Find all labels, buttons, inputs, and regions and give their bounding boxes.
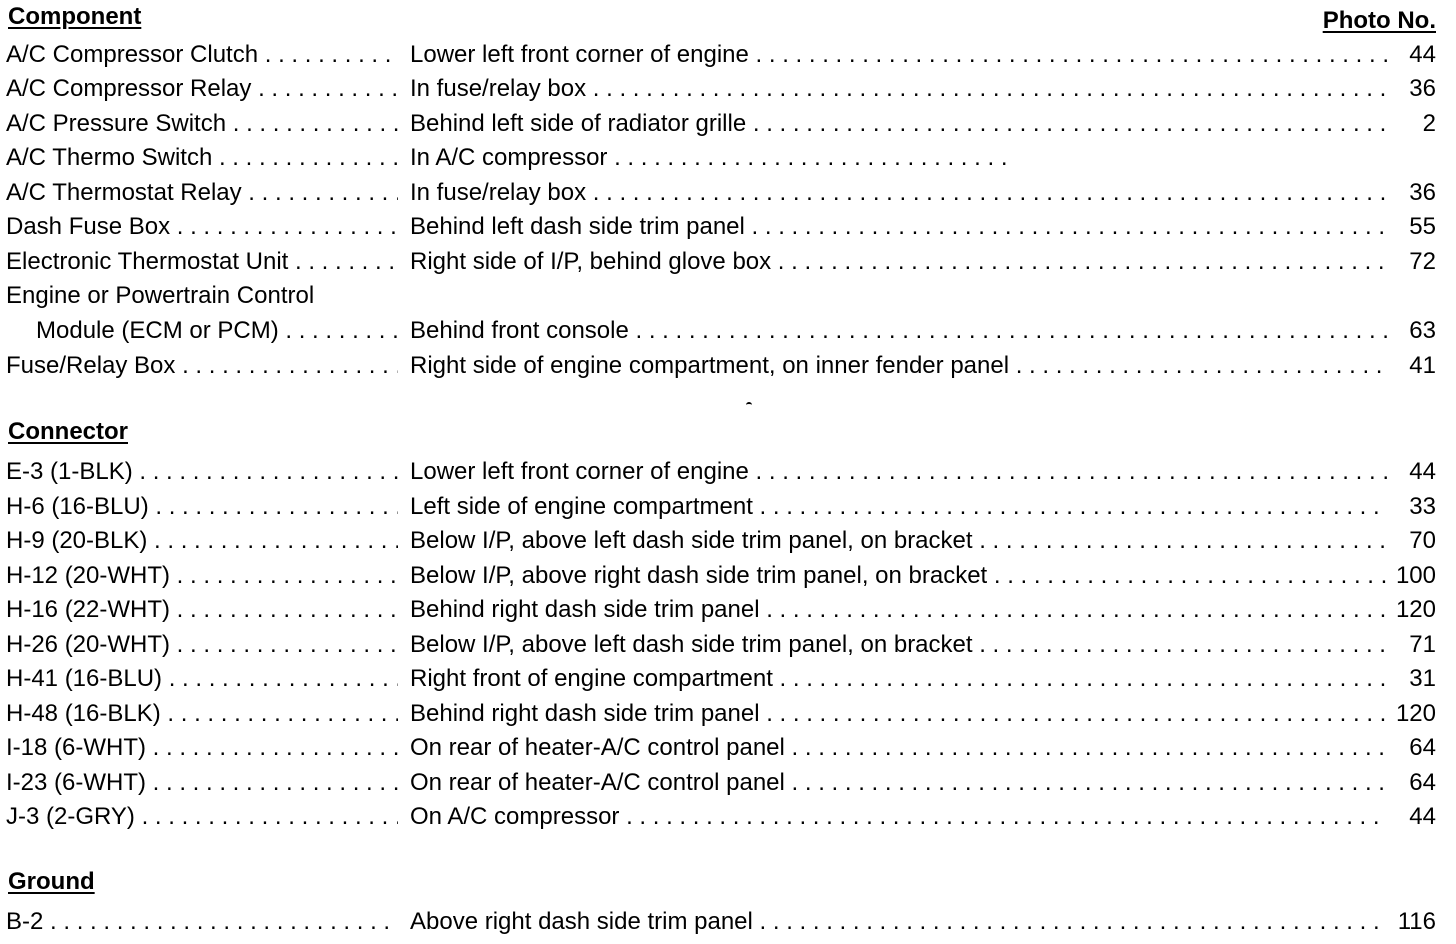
component-row xyxy=(6,210,1436,244)
connector-name: I-18 (6-WHT) . . . xyxy=(6,731,398,765)
connector-name: I-23 (6-WHT) . . . xyxy=(6,766,398,800)
component-location: Lower left front corner of engine . . . xyxy=(410,38,1400,72)
photo-number: 55 xyxy=(1388,210,1436,244)
photo-number: 36 xyxy=(1388,72,1436,106)
connector-heading: Connector xyxy=(8,418,128,445)
stray-print-mark xyxy=(746,402,752,407)
photo-number: 44 xyxy=(1388,455,1436,489)
connector-row xyxy=(6,628,1436,662)
ground-name: B-2 . . . xyxy=(6,905,398,939)
component-row xyxy=(6,72,1436,106)
component-name: Dash Fuse Box . . . xyxy=(6,210,398,244)
photo-number: 31 xyxy=(1388,662,1436,696)
connector-name: H-6 (16-BLU) . . . xyxy=(6,490,398,524)
photo-number: 63 xyxy=(1388,314,1436,348)
connector-location: Left side of engine compartment . . . xyxy=(410,490,1400,524)
photo-number: 44 xyxy=(1388,38,1436,72)
connector-row xyxy=(6,731,1436,765)
photo-number: 41 xyxy=(1388,349,1436,383)
connector-row xyxy=(6,524,1436,558)
connector-row xyxy=(6,490,1436,524)
photo-number: 64 xyxy=(1388,731,1436,765)
photo-number-heading: Photo No. xyxy=(1322,7,1436,34)
component-location: Right side of engine compartment, on inner fender panel . . . xyxy=(410,349,1400,383)
photo-number xyxy=(1388,141,1436,175)
connector-name: H-48 (16-BLK) . . . xyxy=(6,697,398,731)
connector-location: Below I/P, above left dash side trim panel, on bracket . . . xyxy=(410,524,1400,558)
photo-number: 64 xyxy=(1388,766,1436,800)
component-location: Right side of I/P, behind glove box . . . xyxy=(410,245,1400,279)
component-location: In A/C compressor . . . xyxy=(410,141,1010,175)
ground-heading: Ground xyxy=(8,868,95,895)
connector-name: E-3 (1-BLK) . . . xyxy=(6,455,398,489)
component-location: Behind left dash side trim panel . . . xyxy=(410,210,1400,244)
photo-number: 116 xyxy=(1388,905,1436,939)
connector-name: H-12 (20-WHT) . . . xyxy=(6,559,398,593)
component-location: In fuse/relay box . . . xyxy=(410,72,1400,106)
connector-location: Behind right dash side trim panel . . . xyxy=(410,697,1400,731)
connector-location: On rear of heater-A/C control panel . . . xyxy=(410,731,1400,765)
connector-name: H-26 (20-WHT) . . . xyxy=(6,628,398,662)
component-name: A/C Compressor Relay . . . xyxy=(6,72,398,106)
component-name: Electronic Thermostat Unit . . . xyxy=(6,245,398,279)
component-row xyxy=(6,279,1436,313)
component-location xyxy=(410,279,1400,313)
connector-row xyxy=(6,662,1436,696)
connector-name: H-9 (20-BLK) . . . xyxy=(6,524,398,558)
photo-number: 36 xyxy=(1388,176,1436,210)
connector-name: H-41 (16-BLU) . . . xyxy=(6,662,398,696)
photo-number: 2 xyxy=(1388,107,1436,141)
component-name: A/C Thermo Switch . . . xyxy=(6,141,398,175)
connector-row xyxy=(6,697,1436,731)
photo-number xyxy=(1388,279,1436,313)
photo-number: 72 xyxy=(1388,245,1436,279)
component-name: Module (ECM or PCM) . . . xyxy=(6,314,398,348)
connector-location: Behind right dash side trim panel . . . xyxy=(410,593,1400,627)
component-location: In fuse/relay box . . . xyxy=(410,176,1400,210)
connector-location: Below I/P, above right dash side trim panel, on bracket . . . xyxy=(410,559,1400,593)
connector-row xyxy=(6,593,1436,627)
photo-number: 120 xyxy=(1388,593,1436,627)
component-row xyxy=(6,349,1436,383)
connector-name: H-16 (22-WHT) . . . xyxy=(6,593,398,627)
component-location: Behind front console . . . xyxy=(410,314,1400,348)
connector-location: On rear of heater-A/C control panel . . . xyxy=(410,766,1400,800)
photo-number: 71 xyxy=(1388,628,1436,662)
component-row xyxy=(6,38,1436,72)
component-name: A/C Compressor Clutch . . . xyxy=(6,38,398,72)
component-name: Fuse/Relay Box . . . xyxy=(6,349,398,383)
connector-row xyxy=(6,559,1436,593)
photo-number: 100 xyxy=(1388,559,1436,593)
component-row xyxy=(6,141,1436,175)
component-row xyxy=(6,245,1436,279)
component-name: A/C Thermostat Relay . . . xyxy=(6,176,398,210)
component-row xyxy=(6,107,1436,141)
connector-location: Right front of engine compartment . . . xyxy=(410,662,1400,696)
photo-number: 44 xyxy=(1388,800,1436,834)
connector-name: J-3 (2-GRY) . . . xyxy=(6,800,398,834)
component-heading: Component xyxy=(8,3,142,30)
connector-location: Below I/P, above left dash side trim panel, on bracket . . . xyxy=(410,628,1400,662)
ground-location: Above right dash side trim panel . . . xyxy=(410,905,1400,939)
connector-location: On A/C compressor . . . xyxy=(410,800,1400,834)
photo-number: 70 xyxy=(1388,524,1436,558)
component-row xyxy=(6,314,1436,348)
ground-row xyxy=(6,905,1436,939)
component-row xyxy=(6,176,1436,210)
photo-number: 120 xyxy=(1388,697,1436,731)
connector-location: Lower left front corner of engine . . . xyxy=(410,455,1400,489)
component-name: A/C Pressure Switch . . . xyxy=(6,107,398,141)
connector-row xyxy=(6,800,1436,834)
connector-row xyxy=(6,455,1436,489)
photo-number: 33 xyxy=(1388,490,1436,524)
component-location: Behind left side of radiator grille . . . xyxy=(410,107,1400,141)
connector-row xyxy=(6,766,1436,800)
component-name: Engine or Powertrain Control xyxy=(6,282,315,309)
